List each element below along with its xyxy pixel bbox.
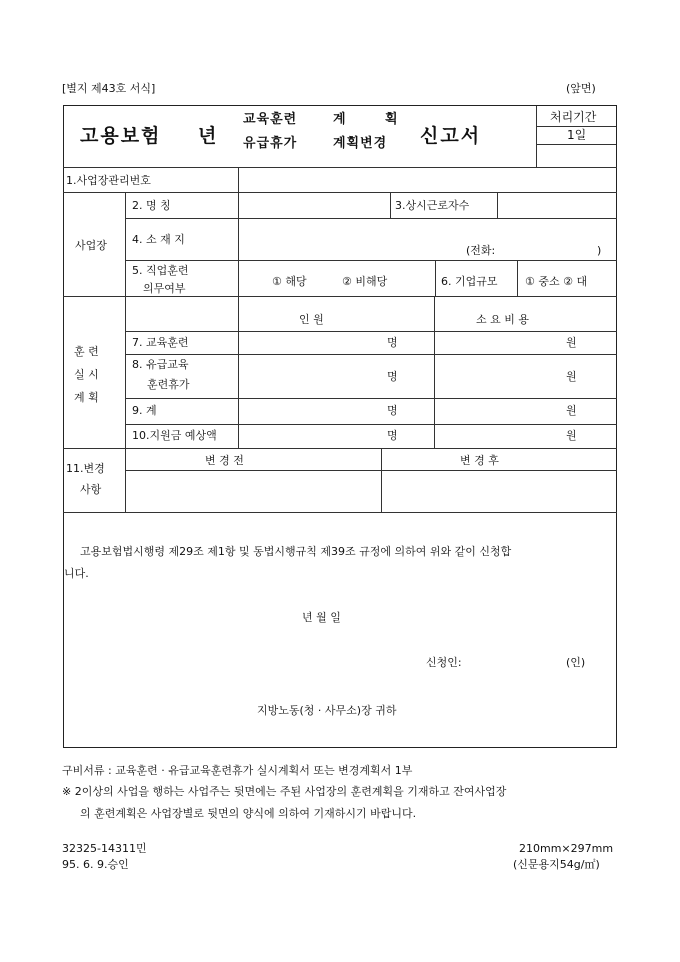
period-value: 1일 — [567, 128, 587, 142]
required-docs: 구비서류 : 교육훈련 · 유급교육훈련휴가 실시계획서 또는 변경계획서 1부 — [62, 764, 413, 777]
change-after-field[interactable] — [383, 472, 615, 510]
phone-open: (전화: — [466, 244, 496, 257]
item-total-label: 9. 계 — [132, 404, 157, 417]
approval-date: 95. 6. 9.승인 — [62, 858, 129, 871]
address-field[interactable] — [240, 220, 615, 258]
paper-size: 210mm×297mm — [519, 842, 614, 855]
duty-option-no[interactable]: ② 비해당 — [342, 275, 388, 288]
company-size-options[interactable]: ① 중소 ② 대 — [525, 275, 588, 288]
change-label-2: 사항 — [80, 483, 102, 496]
form-number: [별지 제43호 서식] — [62, 82, 156, 95]
company-size-label: 6. 기업규모 — [441, 275, 498, 288]
title-line2a: 유급휴가 — [243, 136, 298, 151]
item-training-people-unit: 명 — [387, 336, 398, 349]
title-main: 고용보험 — [80, 125, 162, 147]
change-before-field[interactable] — [127, 472, 379, 510]
item-total-cost-unit: 원 — [566, 404, 577, 417]
duty-label-2: 의무여부 — [143, 282, 186, 295]
title-line1b: 계 — [333, 112, 347, 127]
plan-label-3: 계 획 — [74, 391, 99, 404]
item-total-people-unit: 명 — [387, 404, 398, 417]
col-cost-header: 소 요 비 용 — [476, 313, 529, 326]
name-field[interactable] — [240, 194, 388, 216]
change-after-header: 변 경 후 — [460, 454, 499, 467]
period-label: 처리기간 — [550, 110, 597, 124]
paper-type: (신문용지54g/㎡) — [513, 858, 600, 871]
item-training-label: 7. 교육훈련 — [132, 336, 189, 349]
item-subsidy-label: 10.지원금 예상액 — [132, 429, 217, 442]
workers-field[interactable] — [499, 194, 615, 216]
item-subsidy-people-unit: 명 — [387, 429, 398, 442]
col-people-header: 인 원 — [299, 313, 324, 326]
seal-mark: (인) — [566, 656, 586, 669]
item-paid-leave-label-2: 훈련휴가 — [147, 378, 190, 391]
page-side: (앞면) — [566, 82, 596, 95]
mgmt-number-label: 1.사업장관리번호 — [66, 174, 151, 187]
duty-option-yes[interactable]: ① 해당 — [272, 275, 307, 288]
duty-label-1: 5. 직업훈련 — [132, 264, 189, 277]
note-line-1: ※ 2이상의 사업을 행하는 사업주는 뒷면에는 주된 사업장의 훈련계획을 기재하고 잔여사업장 — [62, 785, 507, 798]
workers-label: 3.상시근로자수 — [395, 199, 470, 212]
workplace-label: 사업장 — [75, 239, 107, 252]
title-year: 년 — [198, 125, 219, 147]
title-line1a: 교육훈련 — [243, 112, 298, 127]
note-line-2: 의 훈련계획은 사업장별로 뒷면의 양식에 의하여 기재하시기 바랍니다. — [80, 807, 417, 820]
plan-label-1: 훈 련 — [74, 345, 99, 358]
item-paid-leave-people-unit: 명 — [387, 370, 398, 383]
item-paid-leave-label-1: 8. 유급교육 — [132, 358, 189, 371]
change-before-header: 변 경 전 — [205, 454, 244, 467]
date-line: 년 월 일 — [302, 611, 341, 624]
title-suffix: 신고서 — [420, 125, 482, 147]
name-label: 2. 명 칭 — [132, 199, 171, 212]
phone-close: ) — [597, 244, 602, 257]
statement-line-2: 니다. — [64, 567, 89, 580]
item-training-cost-unit: 원 — [566, 336, 577, 349]
change-label-1: 11.변경 — [66, 462, 105, 475]
applicant-label: 신청인: — [426, 656, 462, 669]
item-subsidy-cost-unit: 원 — [566, 429, 577, 442]
title-line1c: 획 — [385, 112, 399, 127]
statement-line-1: 고용보험법시행령 제29조 제1항 및 동법시행규칙 제39조 규정에 의하여 위와 같이 신청합 — [80, 545, 512, 558]
addressee: 지방노동(청 · 사무소)장 귀하 — [257, 704, 397, 717]
plan-label-2: 실 시 — [74, 368, 99, 381]
address-label: 4. 소 재 지 — [132, 233, 185, 246]
form-code: 32325-14311민 — [62, 842, 147, 855]
title-line2b: 계획변경 — [333, 136, 388, 151]
mgmt-number-field[interactable] — [240, 169, 615, 190]
item-paid-leave-cost-unit: 원 — [566, 370, 577, 383]
